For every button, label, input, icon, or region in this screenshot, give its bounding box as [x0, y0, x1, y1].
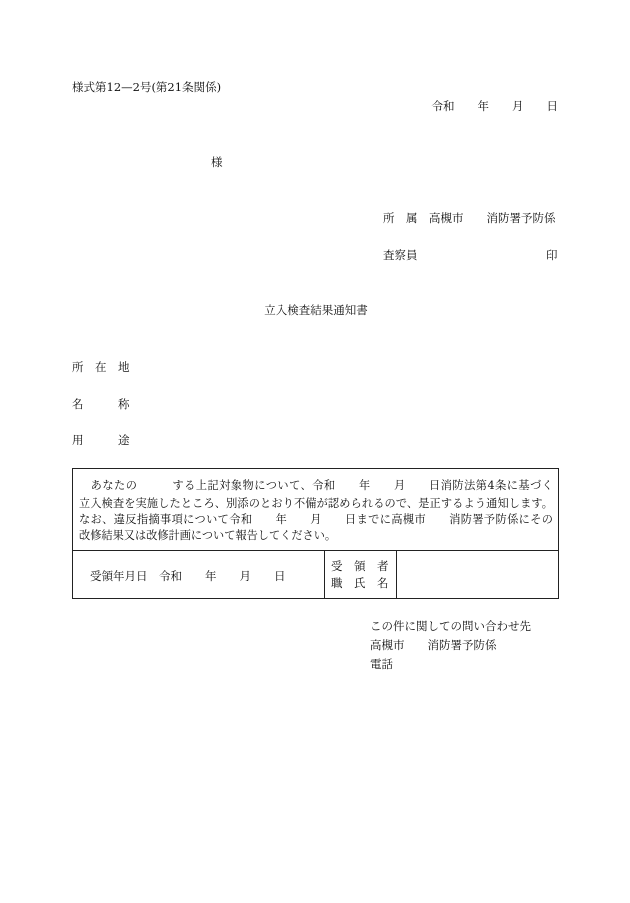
issuer-affiliation: 所 属 高槻市 消防署予防係 [383, 211, 556, 225]
field-name-label: 名 称 [72, 397, 130, 411]
column-divider [396, 551, 397, 598]
document-title: 立入検査結果通知書 [264, 303, 368, 317]
notice-line: 改修結果又は改修計画について報告してください。 [79, 529, 337, 542]
column-divider [324, 551, 325, 598]
issue-date: 令和 年 月 日 [431, 99, 558, 113]
notice-line: あなたの する上記対象物について、令和 年 月 日消防法第4条に基づく [79, 479, 553, 492]
notice-line: 立入検査を実施したところ、別添のとおり不備が認められるので、是正するよう通知します。 [79, 497, 553, 510]
notice-line: なお、違反指摘事項について令和 年 月 日までに高槻市 消防署予防係にその [79, 513, 553, 526]
contact-heading: この件に関しての問い合わせ先 [370, 619, 531, 633]
recipient-title-name-label: 職 氏 名 [331, 576, 389, 590]
form-number: 様式第12—2号(第21条関係) [72, 80, 222, 94]
field-use-label: 用 途 [72, 433, 130, 447]
contact-organization: 高槻市 消防署予防係 [370, 638, 497, 652]
seal-mark: 印 [546, 248, 558, 262]
inspector-label: 査察員 [383, 248, 418, 262]
recipient-label: 受 領 者 [331, 559, 389, 573]
addressee-suffix: 様 [211, 155, 223, 169]
receipt-date: 受領年月日 令和 年 月 日 [90, 569, 286, 583]
contact-phone-label: 電話 [370, 657, 393, 671]
field-location-label: 所 在 地 [72, 360, 130, 374]
notice-box [72, 468, 559, 599]
row-divider [73, 550, 558, 551]
